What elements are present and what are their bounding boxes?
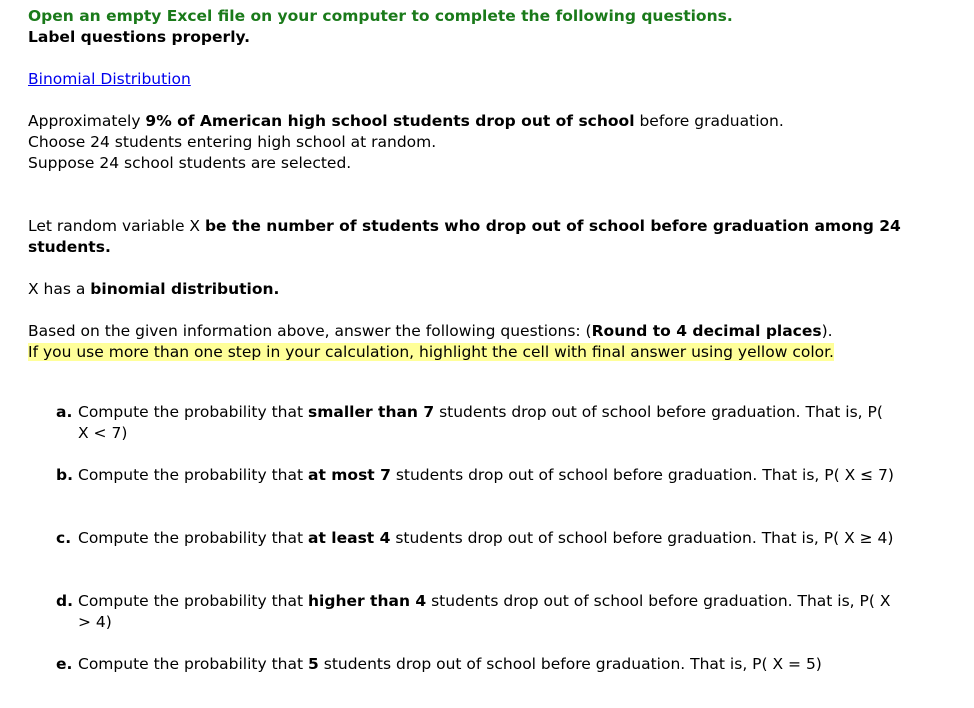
question-b bbox=[56, 465, 896, 486]
distribution-text: X has a bbox=[28, 280, 91, 298]
question-letter: b. bbox=[56, 466, 73, 484]
scenario-line-2: Choose 24 students entering high school at random. bbox=[28, 133, 437, 151]
question-text: Compute the probability that bbox=[78, 466, 309, 484]
question-emphasis: higher than 4 bbox=[308, 592, 427, 610]
intro-instruction: Open an empty Excel file on your computer to complete the following questions. bbox=[28, 7, 733, 25]
scenario-emphasis: 9% of American high school students drop out of school bbox=[145, 112, 635, 130]
scenario-block bbox=[28, 111, 904, 174]
question-text: students drop out of school before graduation. That is, P( X = 5) bbox=[318, 655, 822, 673]
question-text: Compute the probability that bbox=[78, 655, 309, 673]
section-title-link[interactable]: Binomial Distribution bbox=[28, 70, 191, 88]
question-e bbox=[56, 654, 896, 675]
question-letter: e. bbox=[56, 655, 73, 673]
question-a bbox=[56, 402, 896, 444]
question-emphasis: smaller than 7 bbox=[308, 403, 435, 421]
distribution-statement bbox=[28, 279, 904, 300]
question-text: students drop out of school before graduation. That is, P( X ≥ 4) bbox=[390, 529, 894, 547]
highlight-instruction: If you use more than one step in your calculation, highlight the cell with final answer using yellow color. bbox=[28, 343, 834, 361]
scenario-text: before graduation. bbox=[634, 112, 784, 130]
distribution-emphasis: binomial distribution. bbox=[90, 280, 280, 298]
instruction-text: Based on the given information above, answer the following questions: ( bbox=[28, 322, 592, 340]
question-emphasis: at most 7 bbox=[308, 466, 391, 484]
scenario-text: Approximately bbox=[28, 112, 146, 130]
question-text: students drop out of school before graduation. That is, P( X < 7) bbox=[78, 403, 883, 442]
instruction-text: ). bbox=[821, 322, 833, 340]
scenario-line-1 bbox=[28, 111, 904, 132]
question-text: Compute the probability that bbox=[78, 403, 309, 421]
rounding-emphasis: Round to 4 decimal places bbox=[591, 322, 822, 340]
question-d bbox=[56, 591, 896, 633]
variable-definition bbox=[28, 216, 904, 258]
section-title-block bbox=[28, 69, 904, 90]
question-letter: c. bbox=[56, 529, 72, 547]
intro-label-note: Label questions properly. bbox=[28, 28, 251, 46]
question-letter: a. bbox=[56, 403, 73, 421]
question-text: Compute the probability that bbox=[78, 592, 309, 610]
scenario-line-3: Suppose 24 school students are selected. bbox=[28, 154, 352, 172]
rounding-instruction bbox=[28, 321, 904, 342]
intro-block bbox=[28, 6, 904, 48]
instructions-block bbox=[28, 321, 904, 363]
question-emphasis: 5 bbox=[308, 655, 319, 673]
variable-text: Let random variable X bbox=[28, 217, 205, 235]
question-letter: d. bbox=[56, 592, 73, 610]
question-text: students drop out of school before graduation. That is, P( X > 4) bbox=[78, 592, 891, 631]
question-emphasis: at least 4 bbox=[308, 529, 391, 547]
variable-emphasis: be the number of students who drop out of school before graduation among 24 students. bbox=[28, 217, 901, 256]
question-text: Compute the probability that bbox=[78, 529, 309, 547]
question-c bbox=[56, 528, 896, 549]
question-text: students drop out of school before graduation. That is, P( X ≤ 7) bbox=[390, 466, 894, 484]
